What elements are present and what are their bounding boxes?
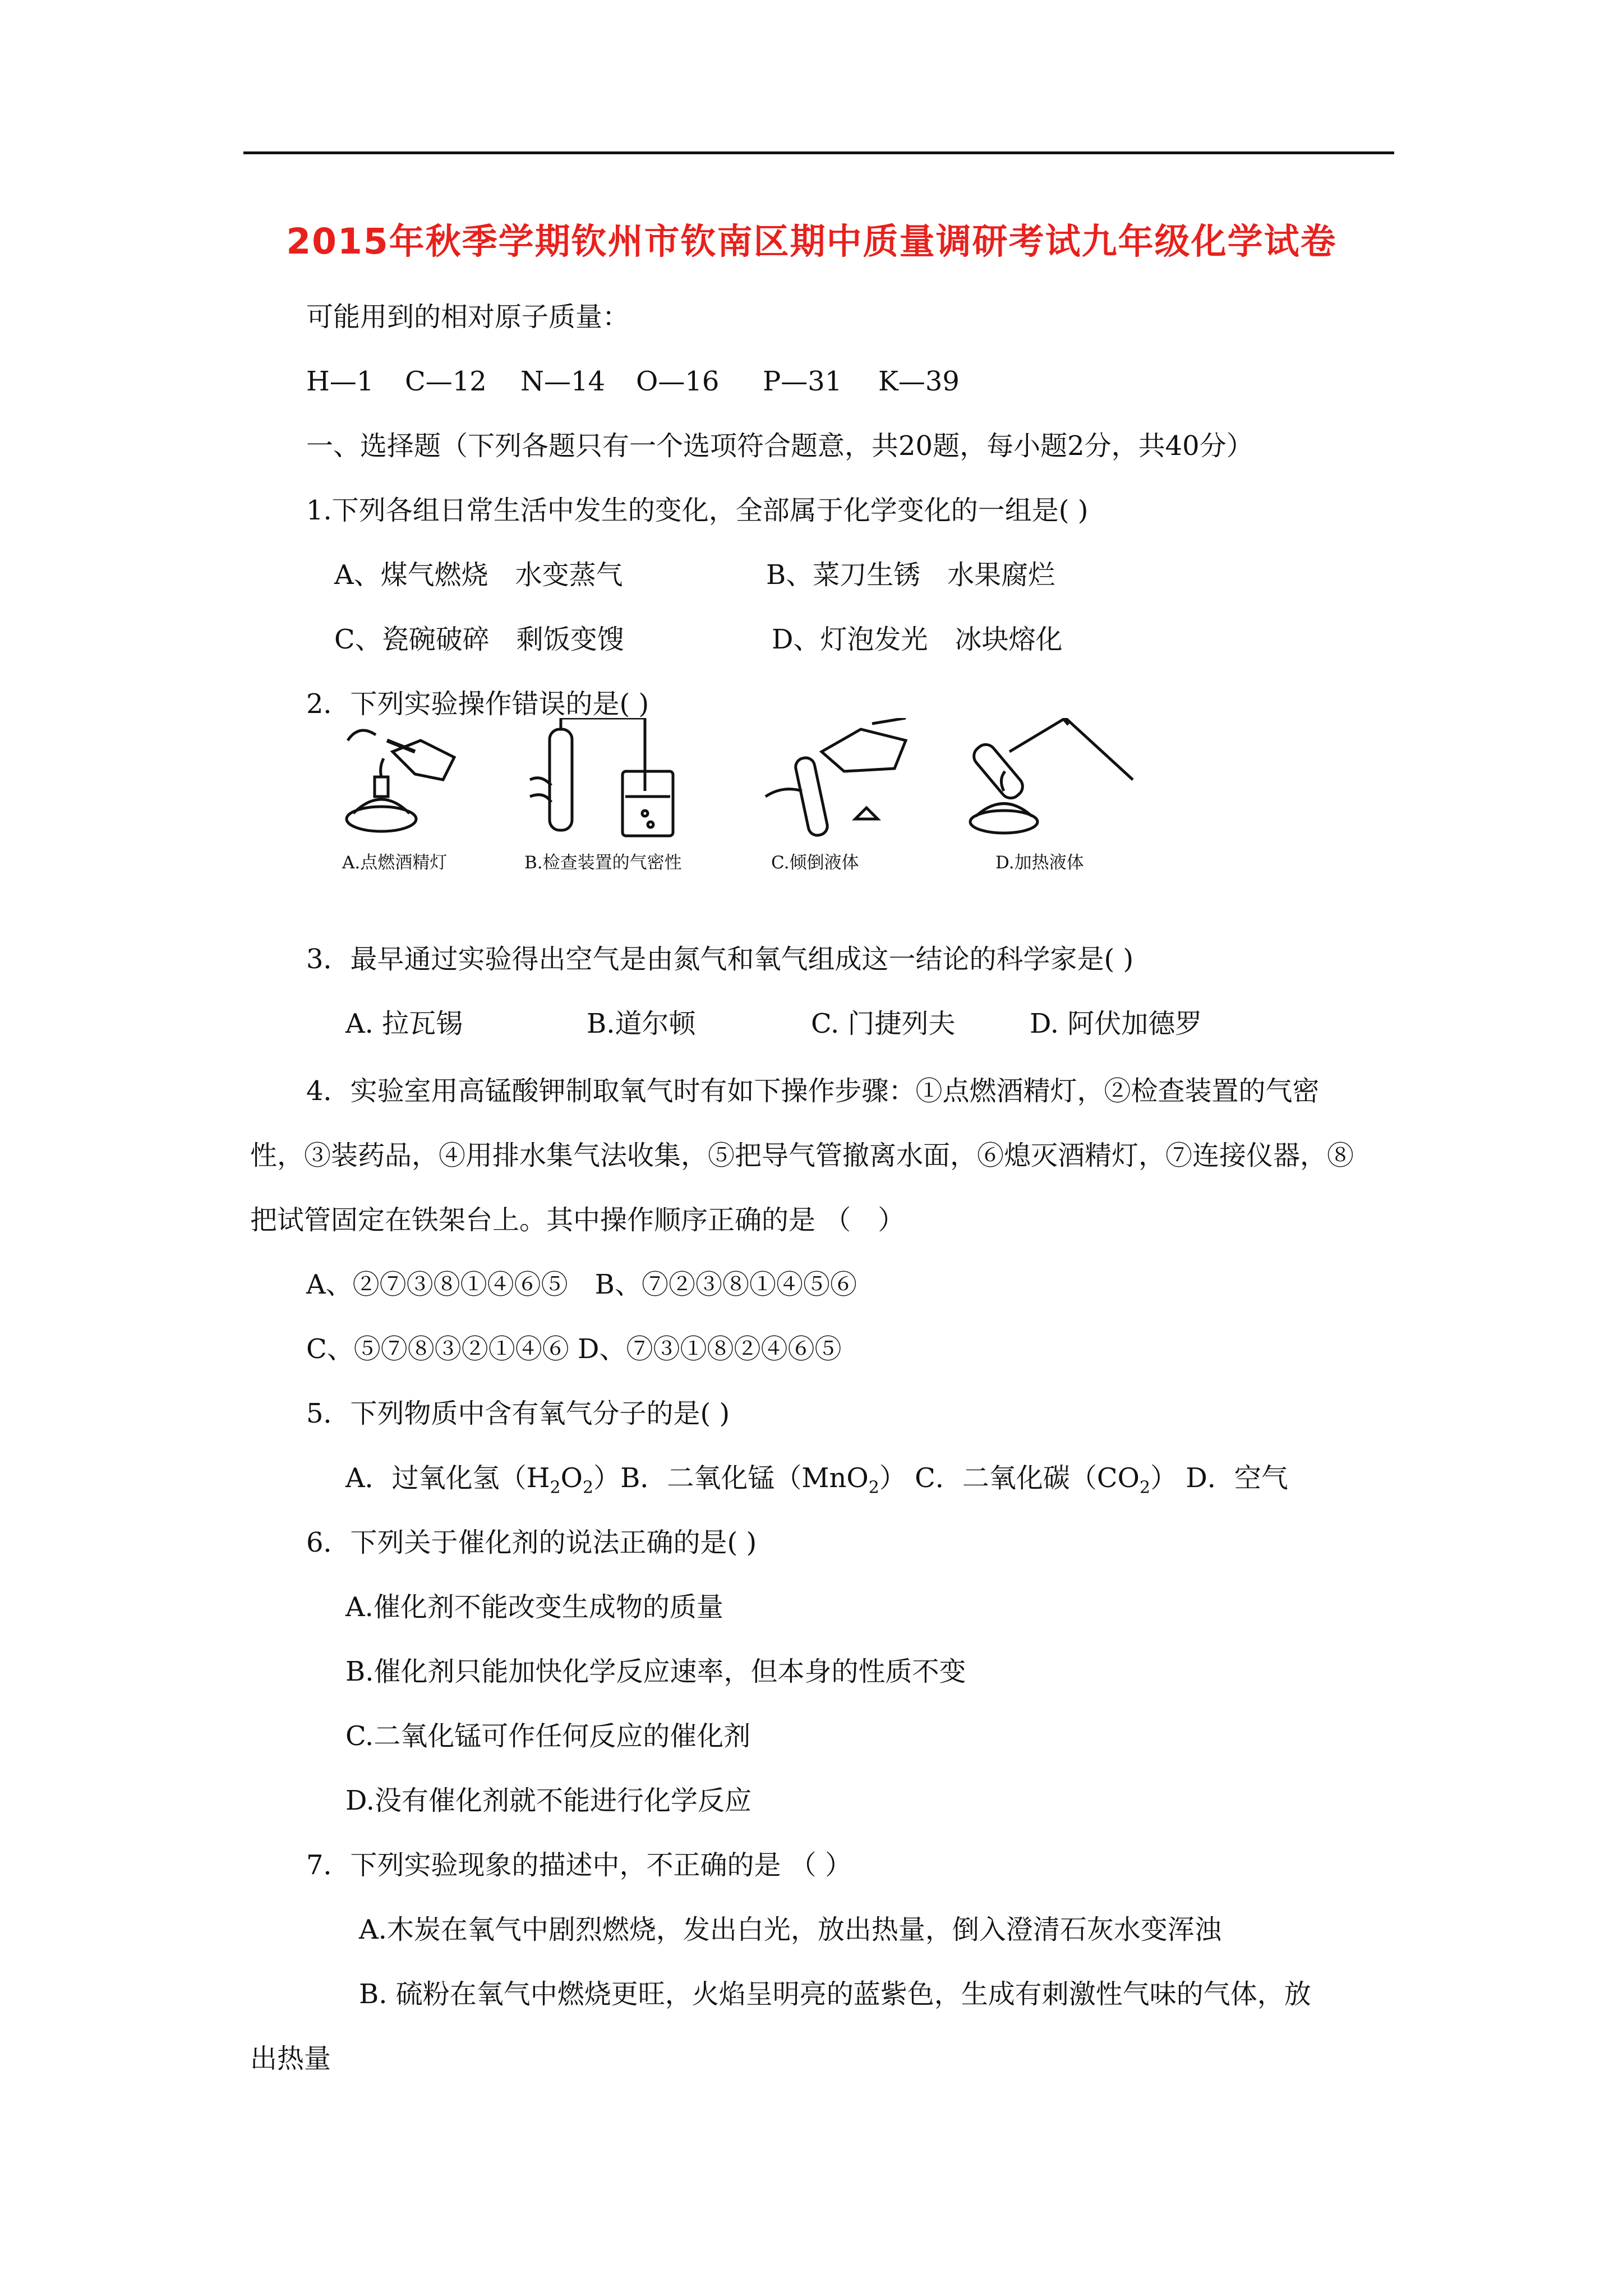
q2-caption-a: A.点燃酒精灯 (342, 853, 448, 873)
atomic-mass-p: P—31 (763, 366, 842, 397)
q5-option-a: A．过氧化氢$(H_2O_2)$ (345, 1462, 621, 1498)
heating-liquid-figure (953, 718, 1138, 841)
q6-option-b: B.催化剂只能加快化学反应速率，但本身的性质不变 (345, 1656, 966, 1687)
q5-stem: 5．下列物质中含有氧气分子的是( ) (306, 1398, 730, 1429)
q2-caption-b: B.检查装置的气密性 (524, 853, 682, 873)
alcohol-lamp-lighting-figure (336, 718, 460, 841)
pouring-liquid-figure (760, 718, 923, 841)
atomic-mass-heading: 可能用到的相对原子质量： (306, 301, 630, 333)
q4-options-cd: C、⑤⑦⑧③②①④⑥ D、⑦③①⑧②④⑥⑤ (306, 1333, 842, 1365)
q1-stem: 1.下列各组日常生活中发生的变化，全部属于化学变化的一组是( ) (306, 495, 1089, 526)
q6-option-d: D.没有催化剂就不能进行化学反应 (345, 1785, 752, 1816)
atomic-mass-h: H—1 (306, 366, 374, 397)
q5-options (345, 1461, 1288, 1505)
atomic-mass-values (306, 365, 960, 398)
q4-line2: 性，③装药品，④用排水集气法收集，⑤把导气管撤离水面，⑥熄灭酒精灯，⑦连接仪器，⑧ (250, 1140, 1354, 1171)
atomic-mass-k: K—39 (878, 366, 960, 397)
q5-option-d: D．空气 (1186, 1462, 1288, 1494)
q3-option-b: B.道尔顿 (587, 1008, 696, 1039)
q7-option-b-line1: B. 硫粉在氧气中燃烧更旺，火焰呈明亮的蓝紫色，生成有刺激性气味的气体，放 (359, 1978, 1311, 2010)
q3-option-d: D. 阿伏加德罗 (1030, 1008, 1202, 1039)
q7-stem: 7．下列实验现象的描述中，不正确的是 （ ） (306, 1849, 852, 1881)
q2-caption-d: D.加热液体 (995, 853, 1084, 873)
q5-option-c: C．二氧化碳$(CO_2)$ (915, 1462, 1178, 1498)
q4-options-ab: A、②⑦③⑧①④⑥⑤ B、⑦②③⑧①④⑤⑥ (306, 1269, 857, 1300)
q1-option-b: B、菜刀生锈 水果腐烂 (766, 559, 1055, 591)
atomic-mass-n: N—14 (520, 366, 606, 397)
q7-option-b-line2: 出热量 (250, 2043, 331, 2074)
q4-line3: 把试管固定在铁架台上。其中操作顺序正确的是 （ ） (250, 1204, 905, 1236)
q5-option-b: B．二氧化锰（MnO$_2$） (620, 1462, 906, 1498)
q7-option-a: A.木炭在氧气中剧烈燃烧，发出白光，放出热量，倒入澄清石灰水变浑浊 (359, 1914, 1221, 1945)
q1-option-d: D、灯泡发光 冰块熔化 (772, 624, 1063, 655)
q1-option-a: A、煤气燃烧 水变蒸气 (334, 559, 623, 591)
q6-option-c: C.二氧化锰可作任何反应的催化剂 (345, 1720, 751, 1752)
q2-caption-c: C.倾倒液体 (771, 853, 859, 873)
q6-stem: 6．下列关于催化剂的说法正确的是( ) (306, 1527, 757, 1558)
header-rule (243, 151, 1394, 154)
exam-title: 2015年秋季学期钦州市钦南区期中质量调研考试九年级化学试卷 (286, 221, 1337, 262)
q6-option-a: A.催化剂不能改变生成物的质量 (345, 1591, 723, 1623)
q1-option-c: C、瓷碗破碎 剩饭变馊 (334, 624, 624, 655)
q3-option-c: C. 门捷列夫 (811, 1008, 956, 1039)
q4-line1: 4．实验室用高锰酸钾制取氧气时有如下操作步骤：①点燃酒精灯，②检查装置的气密 (306, 1075, 1320, 1107)
atomic-mass-o: O—16 (636, 366, 720, 397)
airtightness-check-figure (519, 718, 687, 841)
q3-stem: 3．最早通过实验得出空气是由氮气和氧气组成这一结论的科学家是( ) (306, 944, 1134, 975)
q3-option-a: A. 拉瓦锡 (345, 1008, 463, 1039)
section-heading: 一、选择题（下列各题只有一个选项符合题意，共20题，每小题2分，共40分） (306, 430, 1253, 462)
q2-stem: 2．下列实验操作错误的是( ) (306, 688, 649, 720)
atomic-mass-c: C—12 (405, 366, 487, 397)
